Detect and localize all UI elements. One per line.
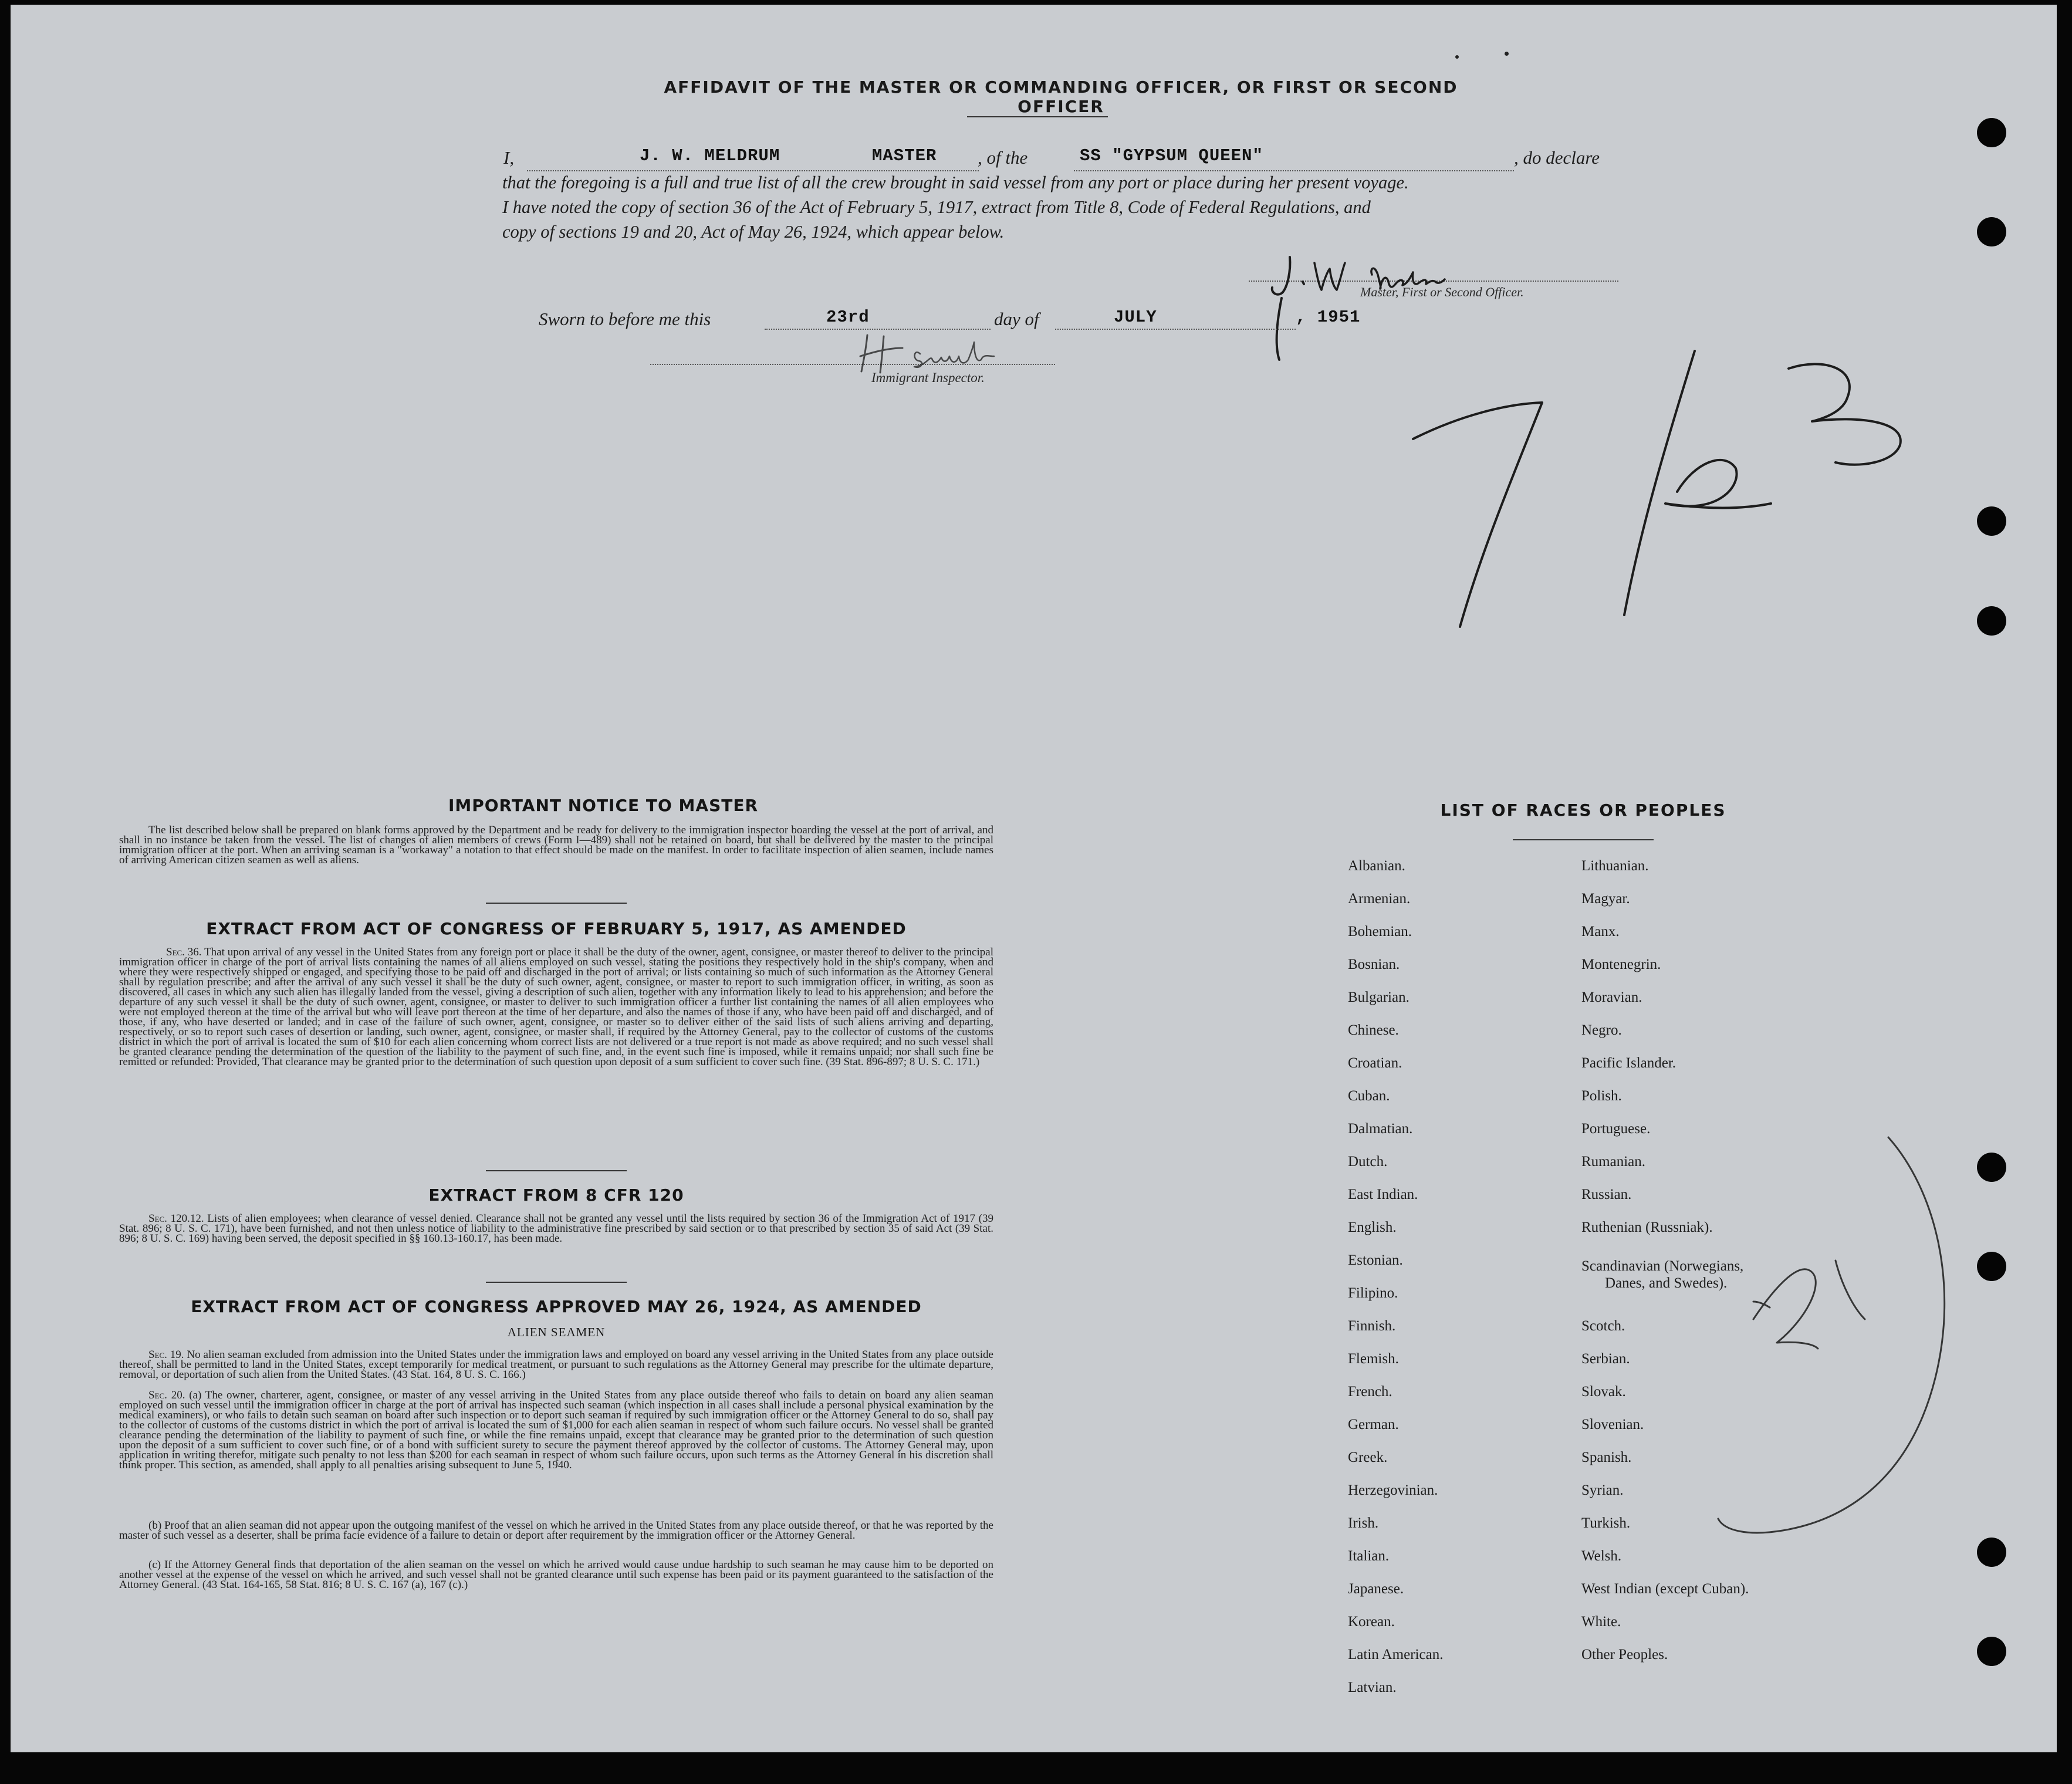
affidavit-line-3: I have noted the copy of section 36 of the Act of February 5, 1917, extract from Title 8, Code of Federal Regulations, and (502, 197, 1371, 217)
race-item: Estonian. (1348, 1252, 1403, 1268)
sec-36-label: Sec. 36. (166, 946, 202, 958)
race-item: Turkish. (1581, 1515, 1631, 1531)
race-item: Magyar. (1581, 891, 1630, 907)
race-item: Montenegrin. (1581, 957, 1661, 972)
affidavit-line-2: that the foregoing is a full and true list of all the crew brought in said vessel from any port or place during her present voyage. (502, 173, 1409, 192)
race-item: German. (1348, 1417, 1399, 1432)
race-item: Other Peoples. (1581, 1647, 1668, 1663)
master-name: J. W. MELDRUM (640, 146, 780, 165)
binder-hole (1977, 1637, 2006, 1666)
section-rule (486, 1170, 627, 1171)
race-item: Filipino. (1348, 1285, 1398, 1301)
race-item: Negro. (1581, 1022, 1622, 1038)
race-item: Rumanian. (1581, 1154, 1646, 1170)
sec-36-body: That upon arrival of any vessel in the United States from any foreign port or place it shall be the duty of the owner, agent, consignee, or master thereof to deliver to the principal immigration officer in charge of the port of arrival lists containing the names of all aliens employed on such vessel, stating the positions they respectively hold in the ship's company, when and where they were respectively shipped or engaged, and specifying those to be paid off and discharged in the port of arrival; or lists containing so much of such information as the Attorney General shall by regulation prescribe; and after the arrival of any such vessel it shall be the duty of such owner, agent, consignee, or master to report to such immigration officer, in writing, as soon as discovered, all cases in which any such alien has illegally landed from the vessel, giving a description of such alien, together with any information likely to lead to his apprehension; and before the departure of any such vessel it shall be the duty of such owner, agent, consignee, or master to deliver to such immigration officer a further list containing the names of all alien employees who were not employed thereon at the time of the arrival but who will leave port thereon at the time of her departure, and also the names of those if any, who have been paid off and discharged, and of those, if any, who have deserted or landed; and in case of the failure of such owner, agent, consignee, or master so to deliver either of the said lists of such aliens arriving and departing, respectively, or so to report such cases of desertion or landing, such owner, agent, consignee, or master shall, if required by the Attorney General, pay to the collector of customs of the customs district in which the port of arrival is located the sum of $10 for each alien concerning whom correct lists are not delivered or a true report is not made as above required; and no such vessel shall be granted clearance pending the determination of the question of the liability to the payment of such fine, and, in the event such fine is imposed, while it remains unpaid; nor shall such fine be remitted or refunded: Provided, That clearance may be granted prior to the determination of such question upon deposit of a sum sufficient to cover such fine. (39 Stat. 896-897; 8 U. S. C. 171.) (119, 946, 993, 1068)
race-item: Moravian. (1581, 989, 1642, 1005)
race-item: Italian. (1348, 1548, 1390, 1564)
binder-hole (1977, 1538, 2006, 1567)
sec-120-label: Sec. 120.12. (148, 1212, 204, 1225)
binder-hole (1977, 1153, 2006, 1182)
race-item: Greek. (1348, 1450, 1388, 1465)
section-rule (486, 1282, 627, 1283)
extract-1917-text (119, 947, 993, 1067)
affidavit-title: AFFIDAVIT OF THE MASTER OR COMMANDING OFFICER, OR FIRST OR SECOND OFFICER (664, 77, 1458, 116)
race-item: Bosnian. (1348, 957, 1400, 972)
race-item: White. (1581, 1614, 1621, 1630)
race-item: Russian. (1581, 1187, 1632, 1202)
notice-title: IMPORTANT NOTICE TO MASTER (448, 796, 759, 815)
race-item: Herzegovinian. (1348, 1482, 1438, 1498)
race-item: Ruthenian (Russniak). (1581, 1219, 1713, 1235)
race-item: Polish. (1581, 1088, 1622, 1104)
vessel-dotted-line (1074, 170, 1514, 171)
race-item: Bulgarian. (1348, 989, 1409, 1005)
race-item: Latin American. (1348, 1647, 1444, 1663)
races-rule (1513, 839, 1654, 840)
notice-text: The list described below shall be prepared on blank forms approved by the Department and be ready for delivery to the immigration inspector boarding the vessel at the port of arrival, and shall in no instance be taken from the vessel. The list of changes of alien members of crews (Form I—489) shall not be retained on board, but shall be delivered by the master to the principal immigration officer at the port. When an arriving seaman is a "workaway" a notation to that effect should be made on the manifest. In order to facilitate inspection of alien seamen, include names of arriving American citizen seamen as well as aliens. (119, 824, 993, 866)
handwritten-circled-number (1607, 1108, 1959, 1554)
binder-hole (1977, 118, 2006, 147)
name-dotted-line (527, 170, 979, 171)
race-item: Korean. (1348, 1614, 1395, 1630)
race-item: Irish. (1348, 1515, 1379, 1531)
race-item: Japanese. (1348, 1581, 1404, 1597)
race-item: Syrian. (1581, 1482, 1624, 1498)
race-item: Slovak. (1581, 1384, 1626, 1400)
race-item: Welsh. (1581, 1548, 1622, 1564)
sworn-year: , 1951 (1296, 308, 1361, 327)
race-item-continuation: Danes, and Swedes). (1605, 1275, 1728, 1291)
race-item: Dalmatian. (1348, 1121, 1413, 1137)
binder-hole (1977, 506, 2006, 536)
race-item: Flemish. (1348, 1351, 1399, 1367)
vessel-name: SS "GYPSUM QUEEN" (1080, 146, 1263, 165)
race-item: Serbian. (1581, 1351, 1630, 1367)
race-item: West Indian (except Cuban). (1581, 1581, 1749, 1597)
master-caption: Master, First or Second Officer. (1360, 285, 1524, 299)
sec-120-body: Lists of alien employees; when clearance of vessel denied. Clearance shall not be granted any vessel until the lists required by section 36 of the Immigration Act of 1917 (39 Stat. 896; 8 U. S. C. 171), have been furnished, and not then unless notice of liability to the administrative fine prescribed by said section or to that prescribed by section 35 of said Act (39 Stat. 896; 8 U. S. C. 169) having been served, the deposit specified in §§ 160.13-160.17, has been made. (119, 1212, 993, 1245)
sec-20-body: (a) The owner, charterer, agent, consignee, or master of any vessel arriving in the United States from any place outside thereof who fails to detain on board any alien seaman employed on such vessel until the immigration officer in charge at the port of arrival has inspected such seaman (which inspection in all cases shall include a personal physical examination by the medical examiners), or who fails to detain such seaman on board after such inspection or to deport such seaman if required by such immigration officer or the Attorney General to do so, shall pay to the collector of customs of the customs district in which the port of arrival is located the sum of $1,000 for each alien seaman in respect of whom such failure occurs. No vessel shall be granted clearance pending the determination of the liability to payment of such fine, or while the fine remains unpaid, except that clearance may be granted prior to the determination of such question upon the deposit of a sum sufficient to cover such fine, or of a bond with sufficient surety to secure the payment thereof approved by the collector of customs. The Attorney General may, upon application in writing therefor, mitigate such penalty to not less than $200 for each seaman in respect of whom such failure occurs, upon such terms as the Attorney General in his discretion shall think proper. This section, as amended, shall apply to all penalties arising subsequent to June 5, 1940. (119, 1389, 993, 1471)
title-rule (967, 116, 1108, 117)
race-item: Spanish. (1581, 1450, 1632, 1465)
inspector-caption: Immigrant Inspector. (871, 370, 985, 385)
speck-mark (1455, 55, 1459, 59)
race-item: Bohemian. (1348, 924, 1412, 940)
section-rule (486, 903, 627, 904)
race-item: East Indian. (1348, 1187, 1418, 1202)
sec-20-text (119, 1390, 993, 1470)
race-item: Scotch. (1581, 1318, 1625, 1334)
race-item: French. (1348, 1384, 1392, 1400)
race-item: Dutch. (1348, 1154, 1388, 1170)
sec-19-text (119, 1350, 993, 1380)
sec-19-label: Sec. 19. (148, 1349, 184, 1361)
master-rank: MASTER (872, 146, 937, 165)
sec-20-label: Sec. 20. (148, 1389, 185, 1401)
affidavit-i-label: I, (503, 147, 515, 168)
do-declare-label: , do declare (1514, 147, 1600, 168)
handwritten-date-note (1390, 333, 1918, 662)
sworn-day: 23rd (826, 308, 870, 327)
race-item: Albanian. (1348, 858, 1405, 874)
binder-hole (1977, 1252, 2006, 1281)
extract-1924-title: EXTRACT FROM ACT OF CONGRESS APPROVED MAY 26, 1924, AS AMENDED (191, 1297, 922, 1316)
sec-20-c-text: (c) If the Attorney General finds that deportation of the alien seaman on the vessel on which he arrived would cause undue hardship to such seaman he may cause him to be deported on another vessel at the expense of the vessel on which he arrived, and such vessel shall not be granted clearance until such expense has been paid or its payment guaranteed to the satisfaction of the Attorney General. (43 Stat. 164-165, 58 Stat. 816; 8 U. S. C. 167 (a), 167 (c).) (119, 1559, 993, 1591)
race-item: Cuban. (1348, 1088, 1390, 1104)
sworn-month: JULY (1114, 308, 1157, 327)
race-item: Chinese. (1348, 1022, 1399, 1038)
extract-1917-title: EXTRACT FROM ACT OF CONGRESS OF FEBRUARY 5, 1917, AS AMENDED (206, 919, 907, 938)
race-item: Slovenian. (1581, 1417, 1644, 1432)
sec-20-b-text: (b) Proof that an alien seaman did not appear upon the outgoing manifest of the vessel on which he arrived in the United States from any place outside thereof, or that he was reported by the master of such vessel as a deserter, shall be prima facie evidence of a failure to detain or deport after requirement by the immigration officer or the Attorney General. (119, 1519, 993, 1542)
extract-cfr-title: EXTRACT FROM 8 CFR 120 (428, 1185, 684, 1205)
race-item: Portuguese. (1581, 1121, 1651, 1137)
speck-mark (1505, 52, 1509, 56)
races-title: LIST OF RACES OR PEOPLES (1440, 800, 1726, 820)
race-item: Armenian. (1348, 891, 1411, 907)
sec-19-body: No alien seaman excluded from admission into the United States under the immigration laws and employed on board any vessel arriving in the United States from any place outside thereof, shall be permitted to land in the United States, except temporarily for medical treatment, or pursuant to such regulations as the Attorney General may prescribe for the ultimate departure, removal, or deportation of such alien from the United States. (43 Stat. 164, 8 U. S. C. 166.) (119, 1349, 993, 1381)
affidavit-line-4: copy of sections 19 and 20, Act of May 26, 1924, which appear below. (502, 222, 1005, 242)
document-page (11, 5, 2057, 1752)
binder-hole (1977, 217, 2006, 246)
race-item: Scandinavian (Norwegians, (1581, 1258, 1744, 1274)
race-item: English. (1348, 1219, 1397, 1235)
month-dotted-line (1055, 329, 1296, 330)
binder-hole (1977, 606, 2006, 636)
extract-cfr-text (119, 1214, 993, 1244)
race-item: Finnish. (1348, 1318, 1396, 1334)
race-item: Lithuanian. (1581, 858, 1649, 874)
race-item: Croatian. (1348, 1055, 1402, 1071)
race-item: Latvian. (1348, 1680, 1397, 1695)
race-item: Pacific Islander. (1581, 1055, 1676, 1071)
day-of-label: day of (994, 309, 1039, 329)
alien-seamen-heading: ALIEN SEAMEN (507, 1325, 606, 1339)
of-the-label: , of the (978, 147, 1028, 168)
sworn-label: Sworn to before me this (539, 309, 711, 329)
race-item: Manx. (1581, 924, 1620, 940)
day-dotted-line (765, 329, 991, 330)
